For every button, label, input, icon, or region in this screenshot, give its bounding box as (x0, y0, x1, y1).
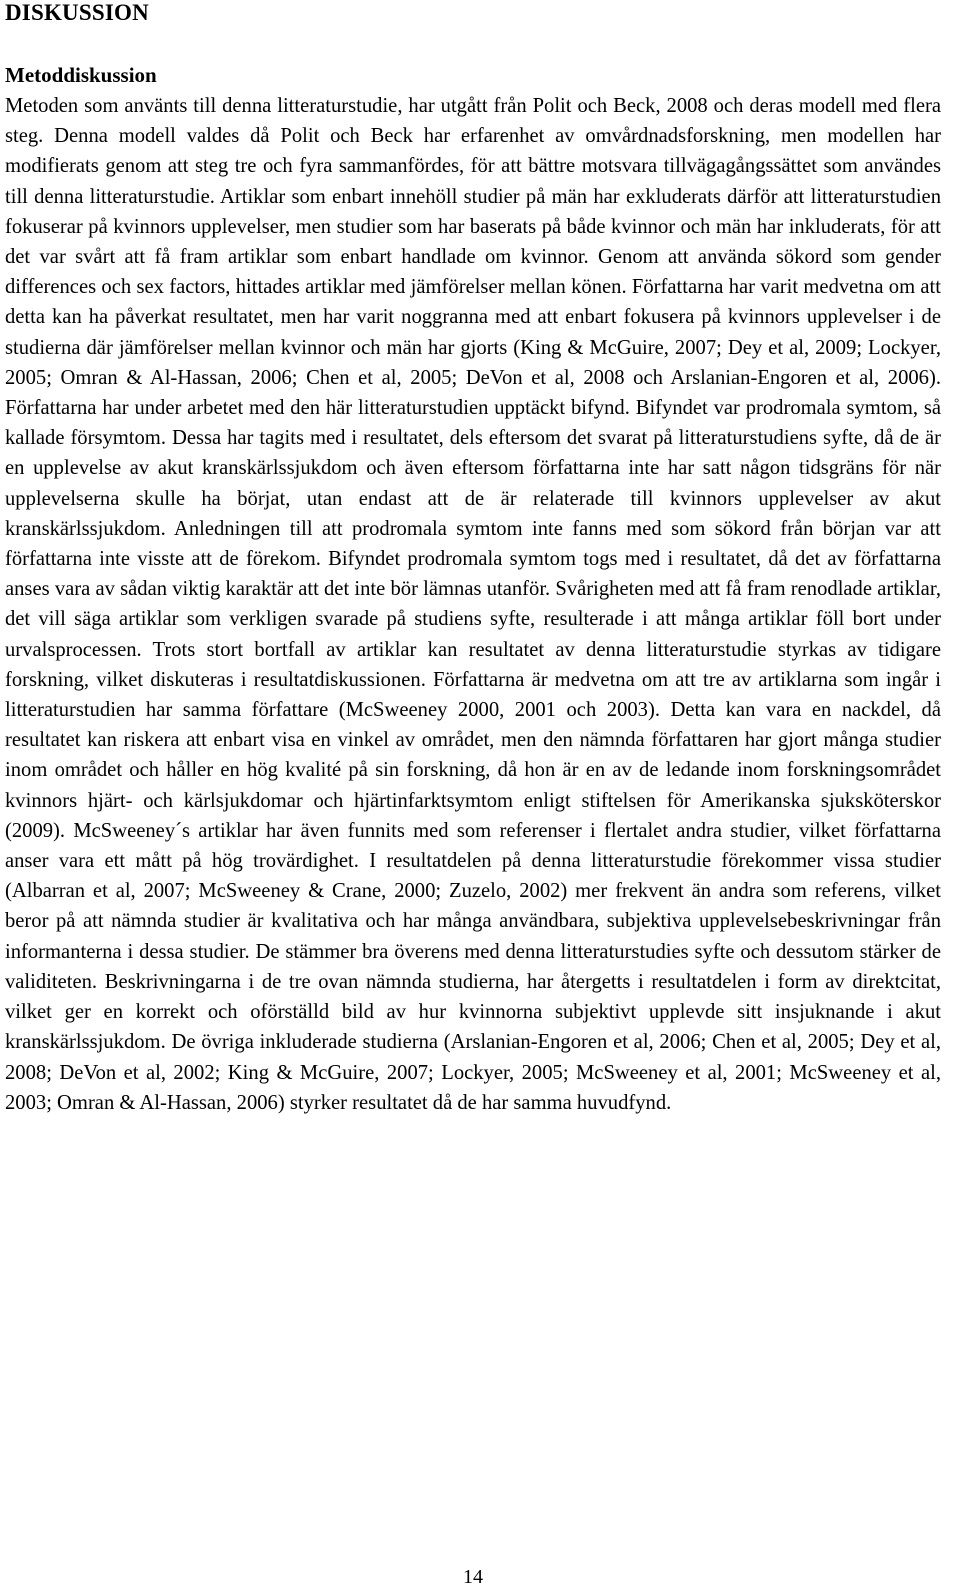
subsection-heading: Metoddiskussion (5, 63, 157, 87)
body-paragraph: Metoden som använts till denna litteraturstudie, har utgått från Polit och Beck, 2008 och deras modell med flera steg. Denna modell valdes då Polit och Beck har erfarenhet av omvårdnadsforskning, men modellen har modifierats genom att steg tre och fyra sammanfördes, för att bättre motsvara tillvägagångssättet som användes till denna litteraturstudie. Artiklar som enbart innehöll studier på män har exkluderats därför att litteraturstudien fokuserar på kvinnors upplevelser, men studier som har baserats på både kvinnor och män har inkluderats, för att det var svårt att få fram artiklar som enbart handlade om kvinnor. Genom att använda sökord som gender differences och sex factors, hittades artiklar med jämförelser mellan könen. Författarna har varit medvetna om att detta kan ha påverkat resultatet, men har varit noggranna med att enbart fokusera på kvinnors upplevelser i de studierna där jämförelser mellan kvinnor och män har gjorts (King & McGuire, 2007; Dey et al, 2009; Lockyer, 2005; Omran & Al-Hassan, 2006; Chen et al, 2005; DeVon et al, 2008 och Arslanian-Engoren et al, 2006). Författarna har under arbetet med den här litteraturstudien upptäckt bifynd. Bifyndet var prodromala symtom, så kallade försymtom. Dessa har tagits med i resultatet, dels eftersom det svarat på litteraturstudiens syfte, då de är en upplevelse av akut kranskärlssjukdom och även eftersom författarna inte har satt någon tidsgräns för när upplevelserna skulle ha börjat, utan endast att de är relaterade till kvinnors upplevelser av akut kranskärlssjukdom. Anledningen till att prodromala symtom inte fanns med som sökord från början var att författarna inte visste att de förekom. Bifyndet prodromala symtom togs med i resultatet, då det av författarna anses vara av sådan viktig karaktär att det inte bör lämnas utanför. Svårigheten med att få fram renodlade artiklar, det vill säga artiklar som verkligen svarade på studiens syfte, resulterade i att många artiklar föll bort under urvalsprocessen. Trots stort bortfall av artiklar kan resultatet av denna litteraturstudie styrkas av tidigare forskning, vilket diskuteras i resultatdiskussionen. Författarna är medvetna om att tre av artiklarna som ingår i litteraturstudien har samma författare (McSweeney 2000, 2001 och 2003). Detta kan vara en nackdel, då resultatet kan riskera att enbart visa en vinkel av området, men den nämnda författaren har gjort många studier inom området och håller en hög kvalité på sin forskning, då hon är en av de ledande inom forskningsområdet kvinnors hjärt- och kärlsjukdomar och hjärtinfarktsymtom enligt stiftelsen för Amerikanska sjuksköterskor (2009). McSweeney´s artiklar har även funnits med som referenser i flertalet andra studier, vilket författarna anser vara ett mått på hög trovärdighet. I resultatdelen på denna litteraturstudie förekommer vissa studier (Albarran et al, 2007; McSweeney & Crane, 2000; Zuzelo, 2002) mer frekvent än andra som referens, vilket beror på att nämnda studier är kvalitativa och har många användbara, subjektiva upplevelsebeskrivningar från informanterna i dessa studier. De stämmer bra överens med denna litteraturstudies syfte och dessutom stärker de validiteten. Beskrivningarna i de tre ovan nämnda studierna, har återgetts i resultatdelen i form av direktcitat, vilket ger en korrekt och oförställd bild av hur kvinnorna subjektivt upplevde sitt insjuknande i akut kranskärlssjukdom. De övriga inkluderade studierna (Arslanian-Engoren et al, 2006; Chen et al, 2005; Dey et al, 2008; DeVon et al, 2002; King & McGuire, 2007; Lockyer, 2005; McSweeney et al, 2001; McSweeney et al, 2003; Omran & Al-Hassan, 2006) styrker resultatet då de har samma huvudfynd. (5, 95, 941, 1114)
section-heading: DISKUSSION (5, 0, 149, 25)
page-number: 14 (463, 1566, 483, 1588)
